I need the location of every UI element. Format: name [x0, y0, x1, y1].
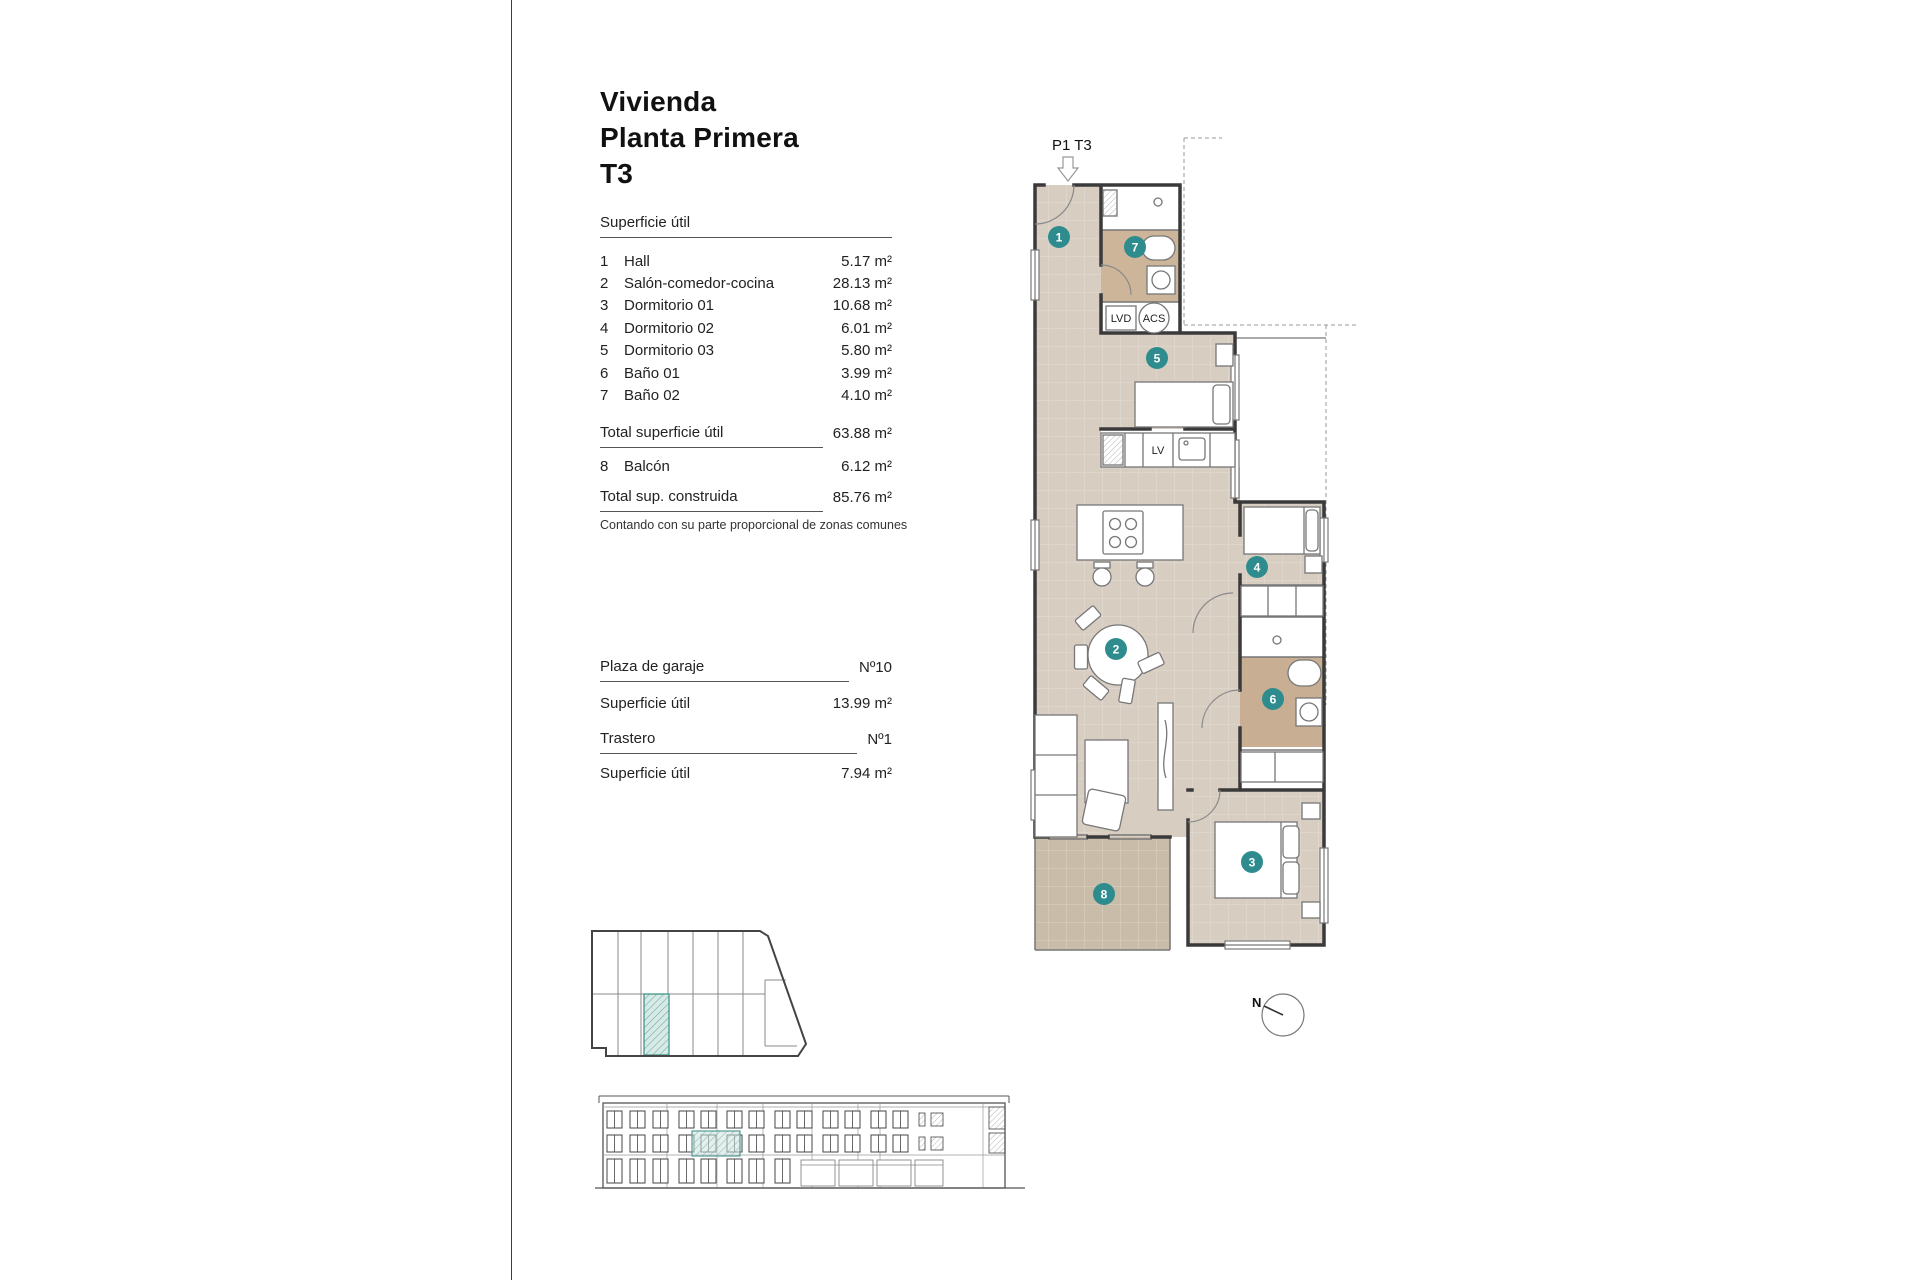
nightstand-icon	[1302, 902, 1320, 918]
closet-icon	[1241, 586, 1323, 616]
bathtub-icon	[1288, 660, 1321, 686]
title-line-1: Vivienda	[600, 86, 717, 117]
building-elevation	[595, 1093, 1025, 1213]
garage-row	[600, 658, 892, 682]
garage-number: Nº10	[859, 659, 892, 676]
north-label: N	[1252, 995, 1262, 1010]
row-label: Dormitorio 01	[624, 297, 715, 315]
storage-area-label: Superficie útil	[600, 764, 691, 782]
site-plan	[588, 928, 823, 1078]
table-row	[600, 272, 892, 294]
site-unit-divisions	[592, 931, 797, 1056]
room-badge-5: 5	[1153, 351, 1161, 366]
entrance-arrow-icon	[1058, 157, 1078, 181]
total-built-row	[600, 488, 892, 512]
area-table-header: Superficie útil	[600, 214, 892, 238]
total-value: 63.88 m²	[832, 425, 892, 442]
north-compass	[1252, 994, 1304, 1036]
row-num: 6	[600, 364, 609, 382]
armchair-icon	[1082, 788, 1127, 831]
row-num: 5	[600, 342, 609, 360]
built-value: 85.76 m²	[832, 489, 892, 506]
lvd-label: LVD	[1110, 313, 1132, 325]
row-label: Salón-comedor-cocina	[624, 275, 775, 293]
room-badge-1: 1	[1055, 230, 1063, 245]
table-row	[600, 340, 892, 362]
title-line-2: Planta Primera	[600, 122, 799, 153]
room-badge-4: 4	[1253, 560, 1261, 575]
appliance-icon	[1103, 190, 1117, 216]
built-label: Total sup. construida	[600, 488, 823, 512]
row-num: 8	[600, 457, 609, 475]
row-value: 5.80 m²	[841, 342, 892, 360]
row-label: Baño 01	[624, 364, 680, 382]
sofa-icon	[1035, 715, 1077, 837]
storage-label: Trastero	[600, 730, 857, 754]
table-row	[600, 317, 892, 339]
row-label: Hall	[624, 252, 650, 270]
lv-label: LV	[1151, 445, 1165, 457]
highlighted-unit-elevation	[692, 1131, 740, 1156]
garage-area-row	[600, 692, 892, 714]
row-num: 7	[600, 387, 609, 405]
table-row	[600, 384, 892, 406]
storage-row	[600, 730, 892, 754]
chair-icon	[1075, 645, 1088, 669]
stool-icon	[1136, 568, 1154, 586]
row-value: 5.17 m²	[841, 252, 892, 270]
row-num: 1	[600, 252, 609, 270]
row-label: Baño 02	[624, 387, 680, 405]
table-row	[600, 362, 892, 384]
bathtub-icon	[1142, 236, 1175, 260]
row-value: 6.01 m²	[841, 319, 892, 337]
balcony-row	[600, 455, 892, 477]
row-value: 6.12 m²	[841, 457, 892, 475]
wardrobe-icon	[1241, 752, 1323, 782]
storage-area-row	[600, 762, 892, 784]
acs-label: ACS	[1142, 313, 1166, 325]
total-useful-row	[600, 424, 892, 448]
table-row	[600, 295, 892, 317]
room-badge-8: 8	[1100, 887, 1108, 902]
unit-label: P1 T3	[1052, 137, 1092, 154]
garage-label: Plaza de garaje	[600, 658, 849, 682]
row-value: 10.68 m²	[832, 297, 892, 315]
washbasin-icon	[1147, 266, 1175, 294]
room-badge-7: 7	[1131, 240, 1139, 255]
table-row	[600, 250, 892, 272]
room-badge-2: 2	[1112, 642, 1120, 657]
storage-area-value: 7.94 m²	[841, 764, 892, 782]
floor-plan	[1030, 130, 1360, 1070]
row-value: 4.10 m²	[841, 387, 892, 405]
total-label: Total superficie útil	[600, 424, 823, 448]
tv-bench-icon	[1158, 703, 1173, 810]
fridge-icon	[1103, 435, 1123, 465]
elevation-windows	[607, 1107, 1005, 1186]
row-num: 2	[600, 275, 609, 293]
title-line-3: T3	[600, 158, 634, 189]
storage-number: Nº1	[867, 731, 892, 748]
proportional-note: Contando con su parte proporcional de zonas comunes	[600, 518, 908, 532]
row-label: Dormitorio 02	[624, 319, 715, 337]
page-left-rule	[511, 0, 512, 1280]
row-num: 4	[600, 319, 609, 337]
shower-drain-icon	[1273, 636, 1281, 644]
nightstand-icon	[1302, 803, 1320, 819]
row-label: Dormitorio 03	[624, 342, 715, 360]
room-badge-3: 3	[1248, 855, 1256, 870]
row-num: 3	[600, 297, 609, 315]
sink-icon	[1179, 438, 1205, 460]
page-title	[600, 84, 799, 192]
stool-icon	[1093, 568, 1111, 586]
garage-area-label: Superficie útil	[600, 694, 691, 712]
row-value: 3.99 m²	[841, 364, 892, 382]
room-badge-6: 6	[1269, 692, 1277, 707]
kitchen-island	[1077, 505, 1183, 560]
row-label: Balcón	[624, 457, 670, 475]
area-table	[600, 250, 892, 407]
garage-area-value: 13.99 m²	[832, 694, 892, 712]
row-value: 28.13 m²	[832, 275, 892, 293]
